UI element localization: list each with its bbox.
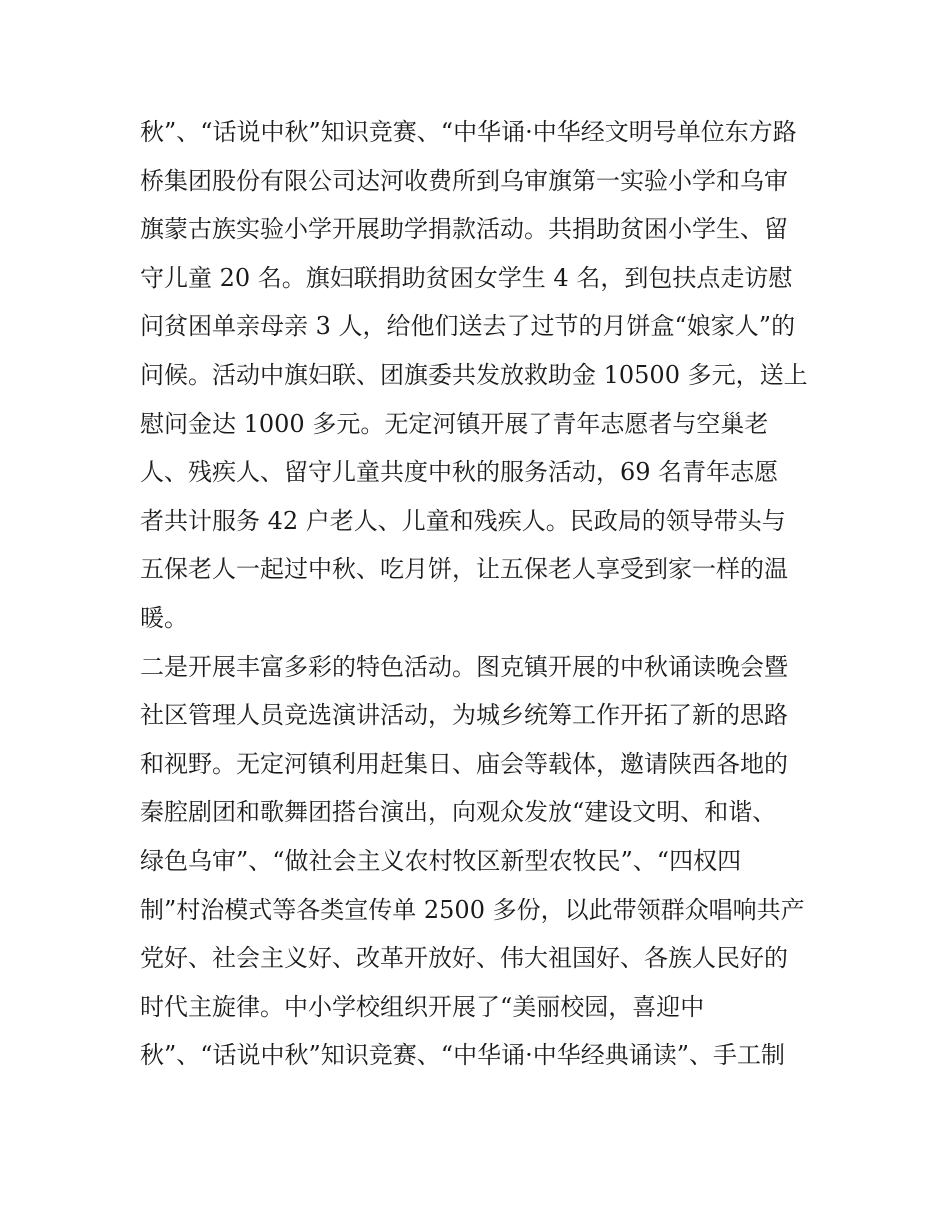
text-line: 五保老人一起过中秋、吃月饼，让五保老人享受到家一样的温	[140, 555, 788, 584]
text-line: 秋”、“话说中秋”知识竞赛、“中华诵·中华经典诵读”、手工制	[140, 1041, 785, 1070]
text-line: 守儿童 20 名。旗妇联捐助贫困女学生 4 名，到包扶点走访慰	[140, 263, 793, 292]
text-line: 暖。	[140, 603, 188, 632]
text-line: 社区管理人员竞选演讲活动，为城乡统筹工作开拓了新的思路	[140, 701, 788, 730]
text-line: 问候。活动中旗妇联、团旗委共发放救助金 10500 多元，送上	[140, 360, 808, 389]
text-line: 旗蒙古族实验小学开展助学捐款活动。共捐助贫困小学生、留	[140, 215, 788, 244]
text-line: 和视野。无定河镇利用赶集日、庙会等载体，邀请陕西各地的	[140, 749, 788, 778]
text-line: 人、残疾人、留守儿童共度中秋的服务活动，69 名青年志愿	[140, 458, 779, 487]
text-line: 桥集团股份有限公司达河收费所到乌审旗第一实验小学和乌审	[140, 166, 788, 195]
text-line: 秦腔剧团和歌舞团搭台演出，向观众发放“建设文明、和谐、	[140, 798, 777, 827]
text-line: 制”村治模式等各类宣传单 2500 多份，以此带领群众唱响共产	[140, 895, 805, 924]
text-line: 党好、社会主义好、改革开放好、伟大祖国好、各族人民好的	[140, 944, 788, 973]
text-line: 绿色乌审”、“做社会主义农村牧区新型农牧民”、“四权四	[140, 846, 742, 875]
text-line: 时代主旋律。中小学校组织开展了“美丽校园，喜迎中	[140, 992, 705, 1021]
text-line: 秋”、“话说中秋”知识竞赛、“中华诵·中华经文明号单位东方路	[140, 118, 797, 146]
text-line: 慰问金达 1000 多元。无定河镇开展了青年志愿者与空巢老	[140, 409, 769, 438]
text-line: 者共计服务 42 户老人、儿童和残疾人。民政局的领导带头与	[140, 506, 786, 535]
paragraph-start-line: 二是开展丰富多彩的特色活动。图克镇开展的中秋诵读晚会暨	[140, 652, 788, 681]
text-line: 问贫困单亲母亲 3 人，给他们送去了过节的月饼盒“娘家人”的	[140, 312, 796, 341]
body-text	[140, 108, 820, 1080]
